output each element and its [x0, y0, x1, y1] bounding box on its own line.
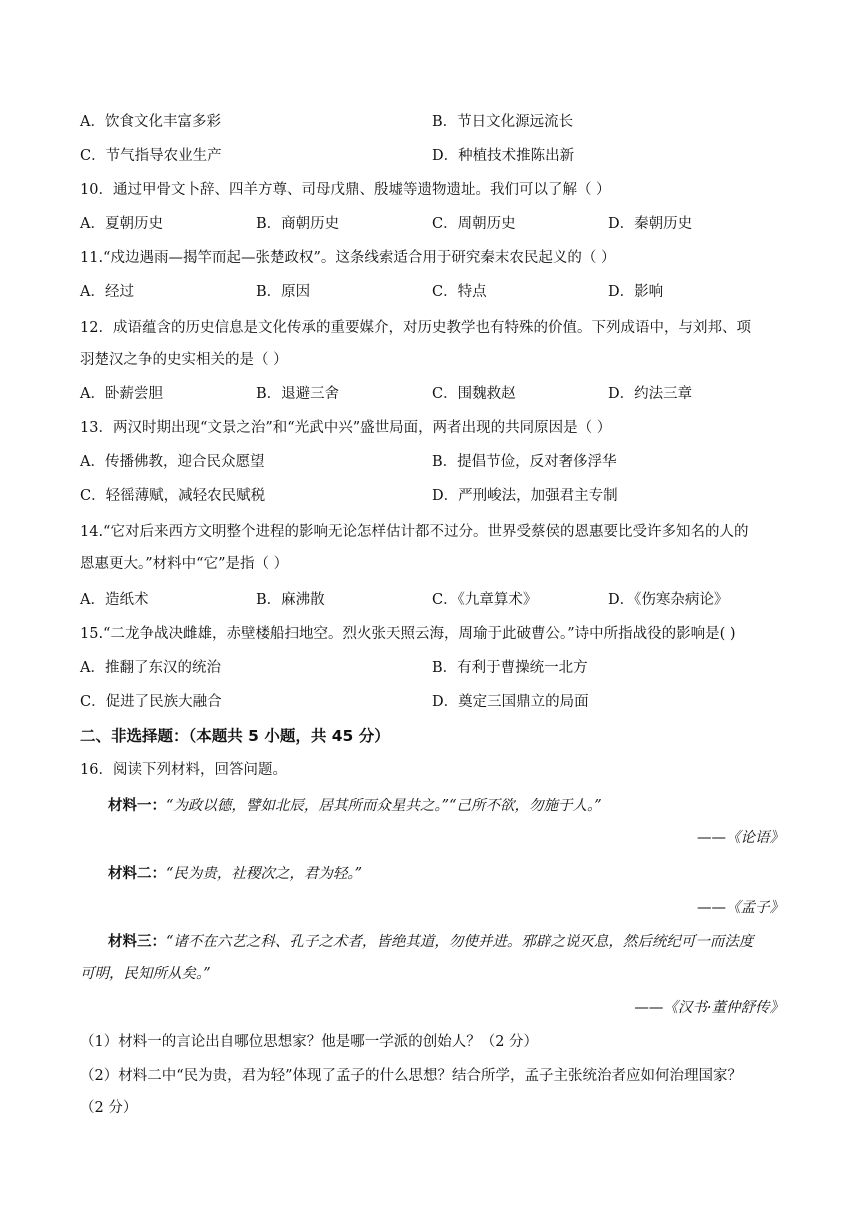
q16-sub-question-1: （1）材料一的言论出自哪位思想家？他是哪一学派的创始人？（2 分） [80, 1034, 539, 1050]
q14-options [80, 590, 800, 610]
material-3-label: 材料三： [108, 934, 166, 950]
material-2-text: “民为贵，社稷次之，君为轻。” [166, 866, 363, 882]
q9-option-c: C．节气指导农业生产 [80, 148, 222, 164]
q14-stem-line2: 恩惠更大。”材料中“它”是指（ ） [80, 556, 289, 572]
section-heading: 二、非选择题：（本题共 5 小题，共 45 分） [80, 727, 390, 745]
material-1-text: “为政以德，譬如北辰，居其所而众星共之。”“己所不欲，勿施于人。” [166, 798, 602, 814]
q14-stem-line1: 14.“它对后来西方文明整个进程的影响无论怎样估计都不过分。世界受蔡侯的恩惠要比受许多知名的人的 [80, 524, 749, 540]
q14-option-b: B．麻沸散 [256, 592, 325, 608]
q12-option-a: A．卧薪尝胆 [80, 386, 163, 402]
q10-option-b: B．商朝历史 [256, 216, 340, 232]
q12-stem-line1: 12．成语蕴含的历史信息是文化传承的重要媒介，对历史教学也有特殊的价值。下列成语中，与刘邦、项 [80, 320, 751, 336]
material-2 [108, 864, 362, 884]
q14-option-a: A．造纸术 [80, 592, 149, 608]
material-2-label: 材料二： [108, 866, 166, 882]
q12-stem-line2: 羽楚汉之争的史实相关的是（ ） [80, 352, 288, 368]
q12-option-b: B．退避三舍 [256, 386, 340, 402]
q12-options [80, 384, 800, 404]
q16-stem: 16．阅读下列材料，回答问题。 [80, 762, 287, 778]
material-1 [108, 796, 602, 816]
q12-option-c: C．围魏救赵 [432, 386, 516, 402]
q14-option-d: D．《伤寒杂病论》 [608, 592, 729, 608]
material-3 [108, 932, 753, 952]
q13-option-c: C．轻徭薄赋，减轻农民赋税 [80, 488, 266, 504]
q15-option-a: A．推翻了东汉的统治 [80, 660, 221, 676]
q13-option-d: D．严刑峻法，加强君主专制 [432, 488, 618, 504]
q14-option-c: C．《九章算术》 [432, 592, 538, 608]
q13-option-b: B．提倡节俭，反对奢侈浮华 [432, 454, 617, 470]
q11-option-c: C．特点 [432, 284, 487, 300]
q10-option-a: A．夏朝历史 [80, 216, 163, 232]
q10-option-d: D．秦朝历史 [608, 216, 693, 232]
q9-option-d: D．种植技术推陈出新 [432, 148, 575, 164]
q11-options [80, 282, 800, 302]
material-3-text-line1: “诸不在六艺之科、孔子之术者，皆绝其道，勿使并进。邪辟之说灭息，然后统纪可一而法度 [166, 934, 754, 950]
q16-sub-question-2-line1: （2）材料二中“民为贵，君为轻”体现了孟子的什么思想？结合所学，孟子主张统治者应如何治理国家？ [80, 1068, 743, 1084]
q11-option-d: D．影响 [608, 284, 664, 300]
material-3-text-line2: 可明，民知所从矣。” [80, 966, 211, 982]
material-1-label: 材料一： [108, 798, 166, 814]
q15-option-c: C．促进了民族大融合 [80, 694, 222, 710]
q16-sub-question-2-line2: （2 分） [80, 1100, 138, 1116]
q13-stem: 13．两汉时期出现“文景之治”和“光武中兴”盛世局面，两者出现的共同原因是（ ） [80, 420, 612, 436]
q11-stem: 11.“戍边遇雨—揭竿而起—张楚政权”。这条线索适合用于研究秦末农民起义的（ ） [80, 250, 616, 266]
q15-stem: 15.“二龙争战决雌雄，赤壁楼船扫地空。烈火张天照云海，周瑜于此破曹公。”诗中所指战役的影响是( ) [80, 626, 736, 642]
material-3-source: ——《汉书·董仲舒传》 [634, 1000, 784, 1016]
q10-option-c: C．周朝历史 [432, 216, 516, 232]
q11-option-a: A．经过 [80, 284, 134, 300]
q11-option-b: B．原因 [256, 284, 311, 300]
material-2-source: ——《孟子》 [697, 900, 784, 916]
q9-option-a: A．饮食文化丰富多彩 [80, 114, 221, 130]
q13-option-a: A．传播佛教，迎合民众愿望 [80, 454, 265, 470]
material-1-source: ——《论语》 [697, 830, 784, 846]
q9-option-b: B．节日文化源远流长 [432, 114, 574, 130]
q10-stem: 10．通过甲骨文卜辞、四羊方尊、司母戊鼎、殷墟等遗物遗址。我们可以了解（ ） [80, 182, 611, 198]
q10-options [80, 214, 800, 234]
q15-option-d: D．奠定三国鼎立的局面 [432, 694, 589, 710]
q15-option-b: B．有利于曹操统一北方 [432, 660, 588, 676]
q12-option-d: D．约法三章 [608, 386, 693, 402]
